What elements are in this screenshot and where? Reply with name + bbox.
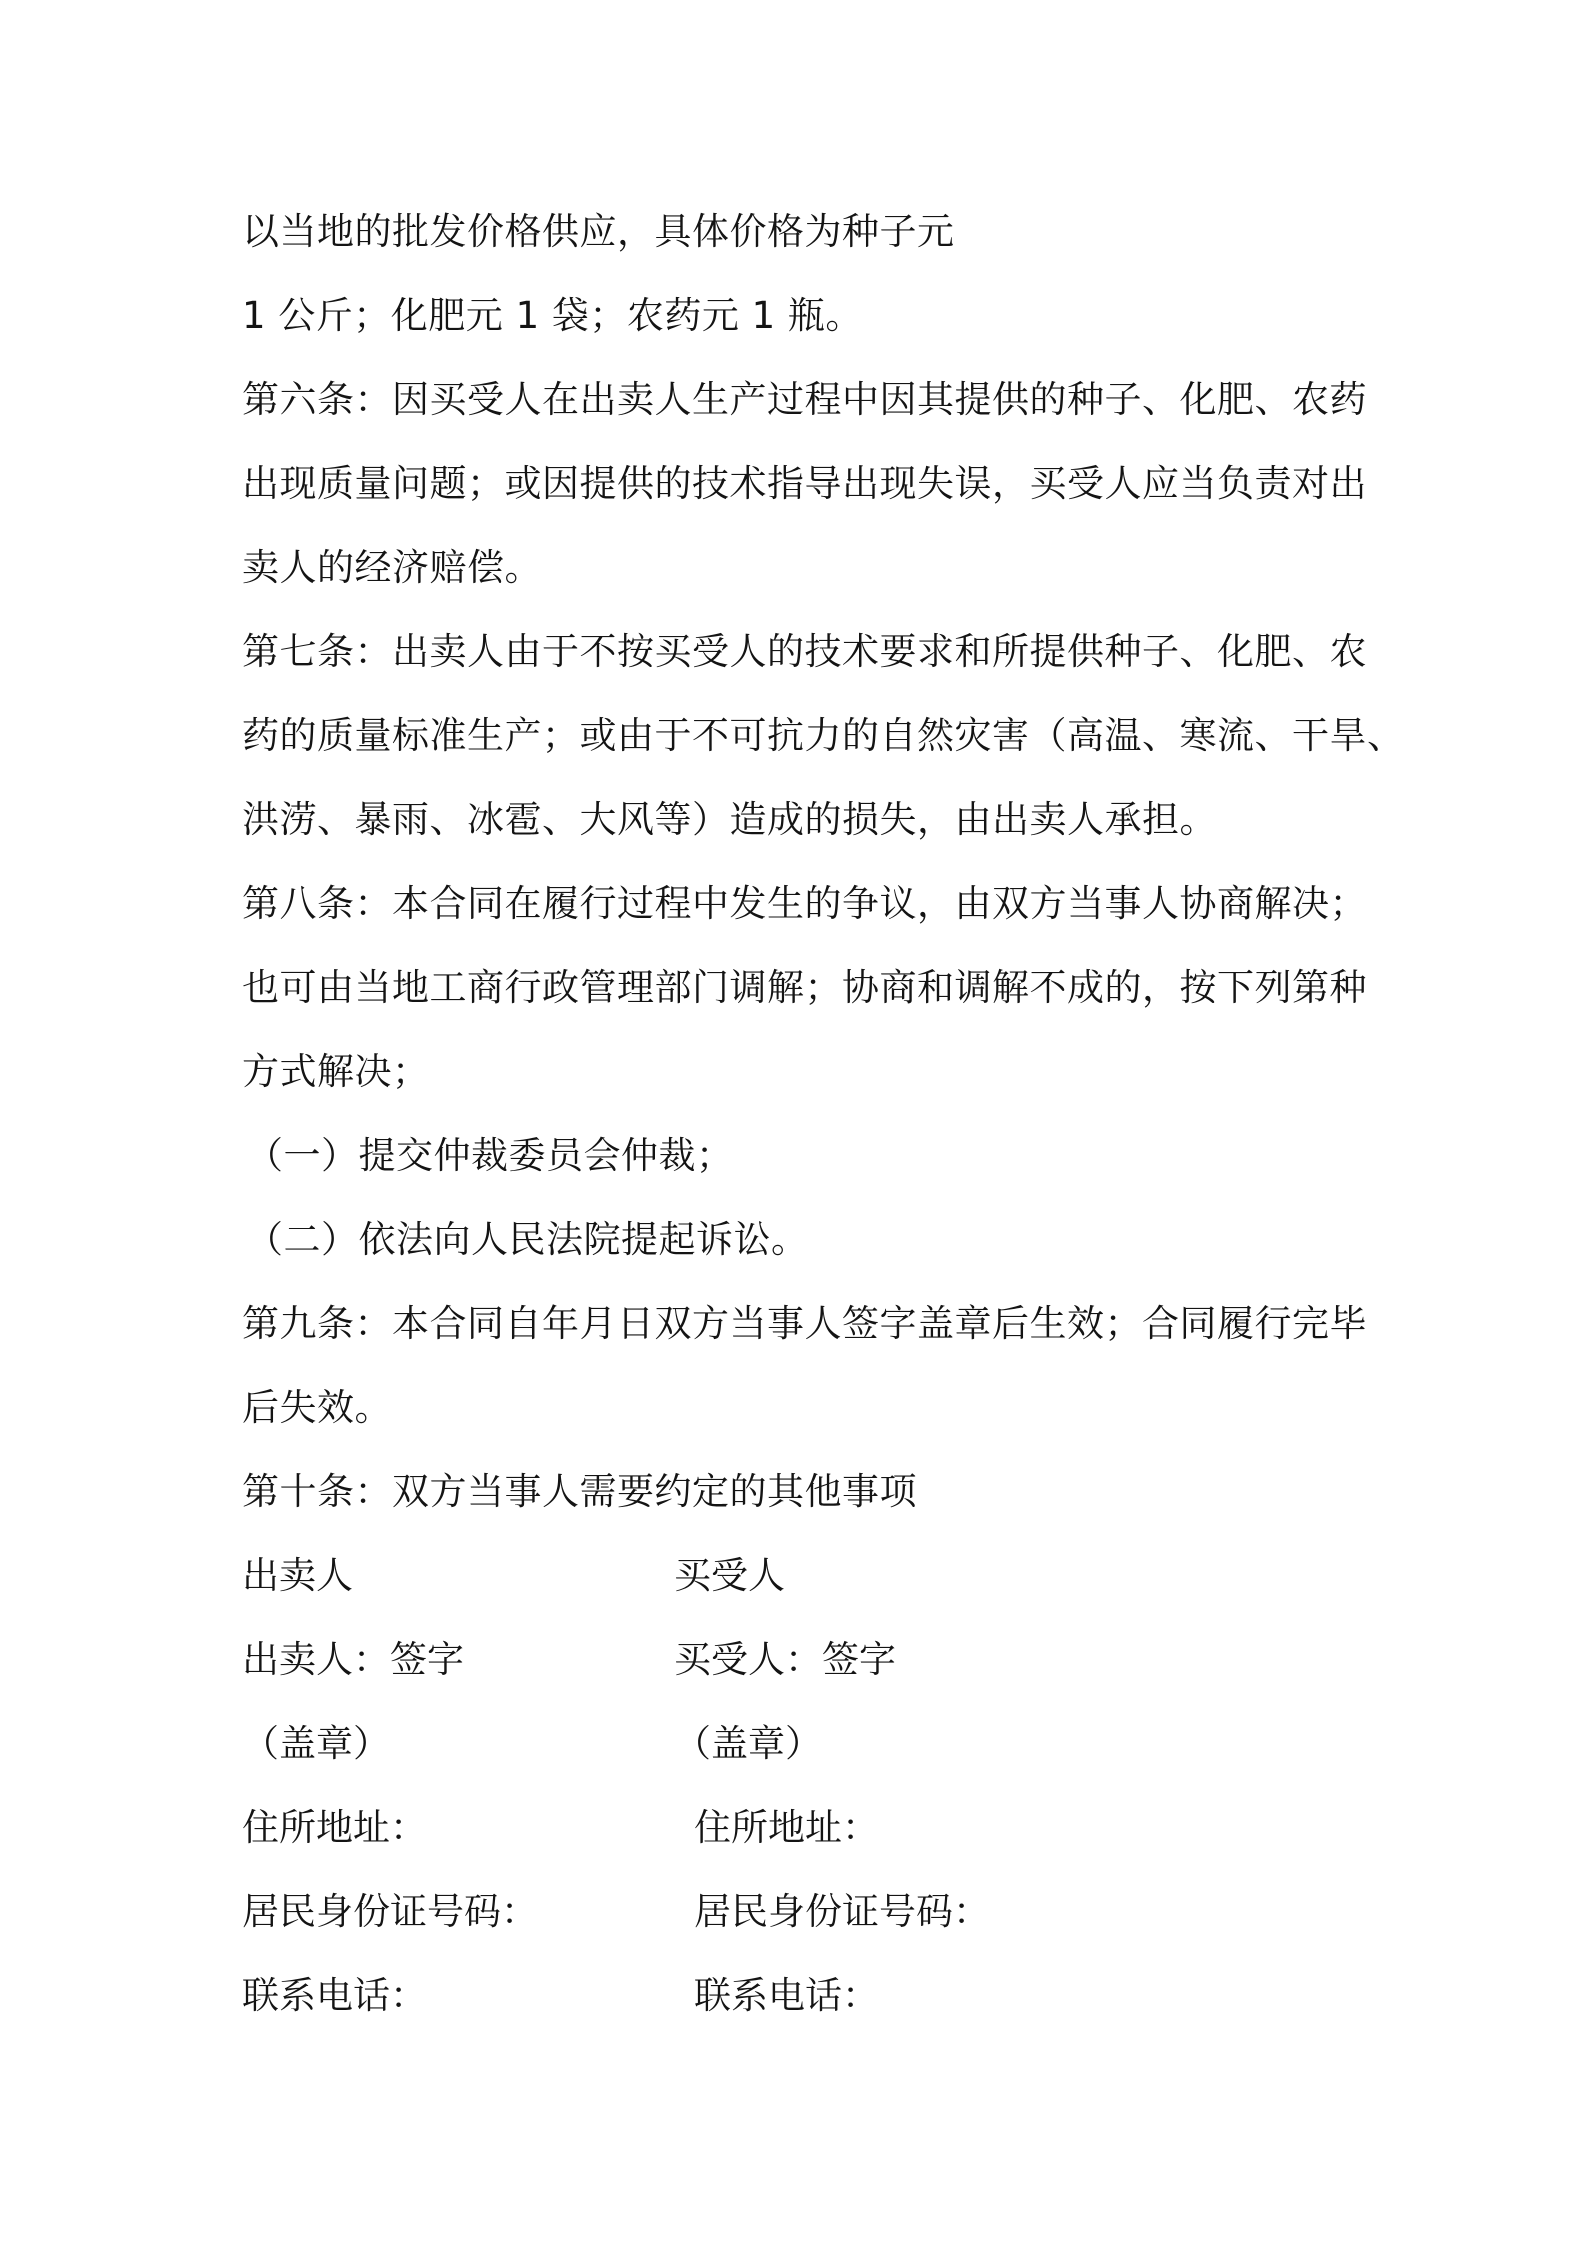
option-litigation: （二）依法向人民法院提起诉讼。 (246, 1218, 809, 1261)
buyer-label: 买受人 (674, 1554, 785, 1597)
address-row (242, 1796, 1362, 1880)
seller-label: 出卖人 (242, 1554, 353, 1597)
text-line: 出现质量问题；或因提供的技术指导出现失误，买受人应当负责对出 (242, 462, 1367, 505)
sign-row (242, 1628, 1362, 1712)
text-line: 后失效。 (242, 1386, 392, 1429)
option-arbitration: （一）提交仲裁委员会仲裁； (246, 1134, 734, 1177)
article-9: 第九条：本合同自年月日双方当事人签字盖章后生效；合同履行完毕 (242, 1302, 1367, 1345)
buyer-id-number: 居民身份证号码： (694, 1890, 990, 1933)
text-line: 1 公斤；化肥元 1 袋；农药元 1 瓶。 (242, 294, 863, 337)
text-line: 洪涝、暴雨、冰雹、大风等）造成的损失，由出卖人承担。 (242, 798, 1217, 841)
text-line: 也可由当地工商行政管理部门调解；协商和调解不成的，按下列第种 (242, 966, 1367, 1009)
buyer-address: 住所地址： (694, 1806, 879, 1849)
seller-address: 住所地址： (242, 1806, 427, 1849)
buyer-seal: （盖章） (674, 1722, 822, 1765)
signature-block (242, 1544, 1362, 2048)
article-6: 第六条：因买受人在出卖人生产过程中因其提供的种子、化肥、农药 (242, 378, 1367, 421)
article-10: 第十条：双方当事人需要约定的其他事项 (242, 1470, 917, 1513)
id-row (242, 1880, 1362, 1964)
buyer-signature: 买受人：签字 (674, 1638, 896, 1681)
article-7: 第七条：出卖人由于不按买受人的技术要求和所提供种子、化肥、农 (242, 630, 1367, 673)
seller-phone: 联系电话： (242, 1974, 427, 2017)
party-row (242, 1544, 1362, 1628)
text-line: 药的质量标准生产；或由于不可抗力的自然灾害（高温、寒流、干旱、 (242, 714, 1405, 757)
contract-body (242, 200, 1405, 2048)
text-line: 卖人的经济赔偿。 (242, 546, 542, 589)
seller-id-number: 居民身份证号码： (242, 1890, 538, 1933)
article-8: 第八条：本合同在履行过程中发生的争议，由双方当事人协商解决； (242, 882, 1367, 925)
seller-signature: 出卖人：签字 (242, 1638, 464, 1681)
seal-row (242, 1712, 1362, 1796)
text-line: 以当地的批发价格供应，具体价格为种子元 (242, 210, 955, 253)
text-line: 方式解决； (242, 1050, 430, 1093)
phone-row (242, 1964, 1362, 2048)
seller-seal: （盖章） (242, 1722, 390, 1765)
buyer-phone: 联系电话： (694, 1974, 879, 2017)
